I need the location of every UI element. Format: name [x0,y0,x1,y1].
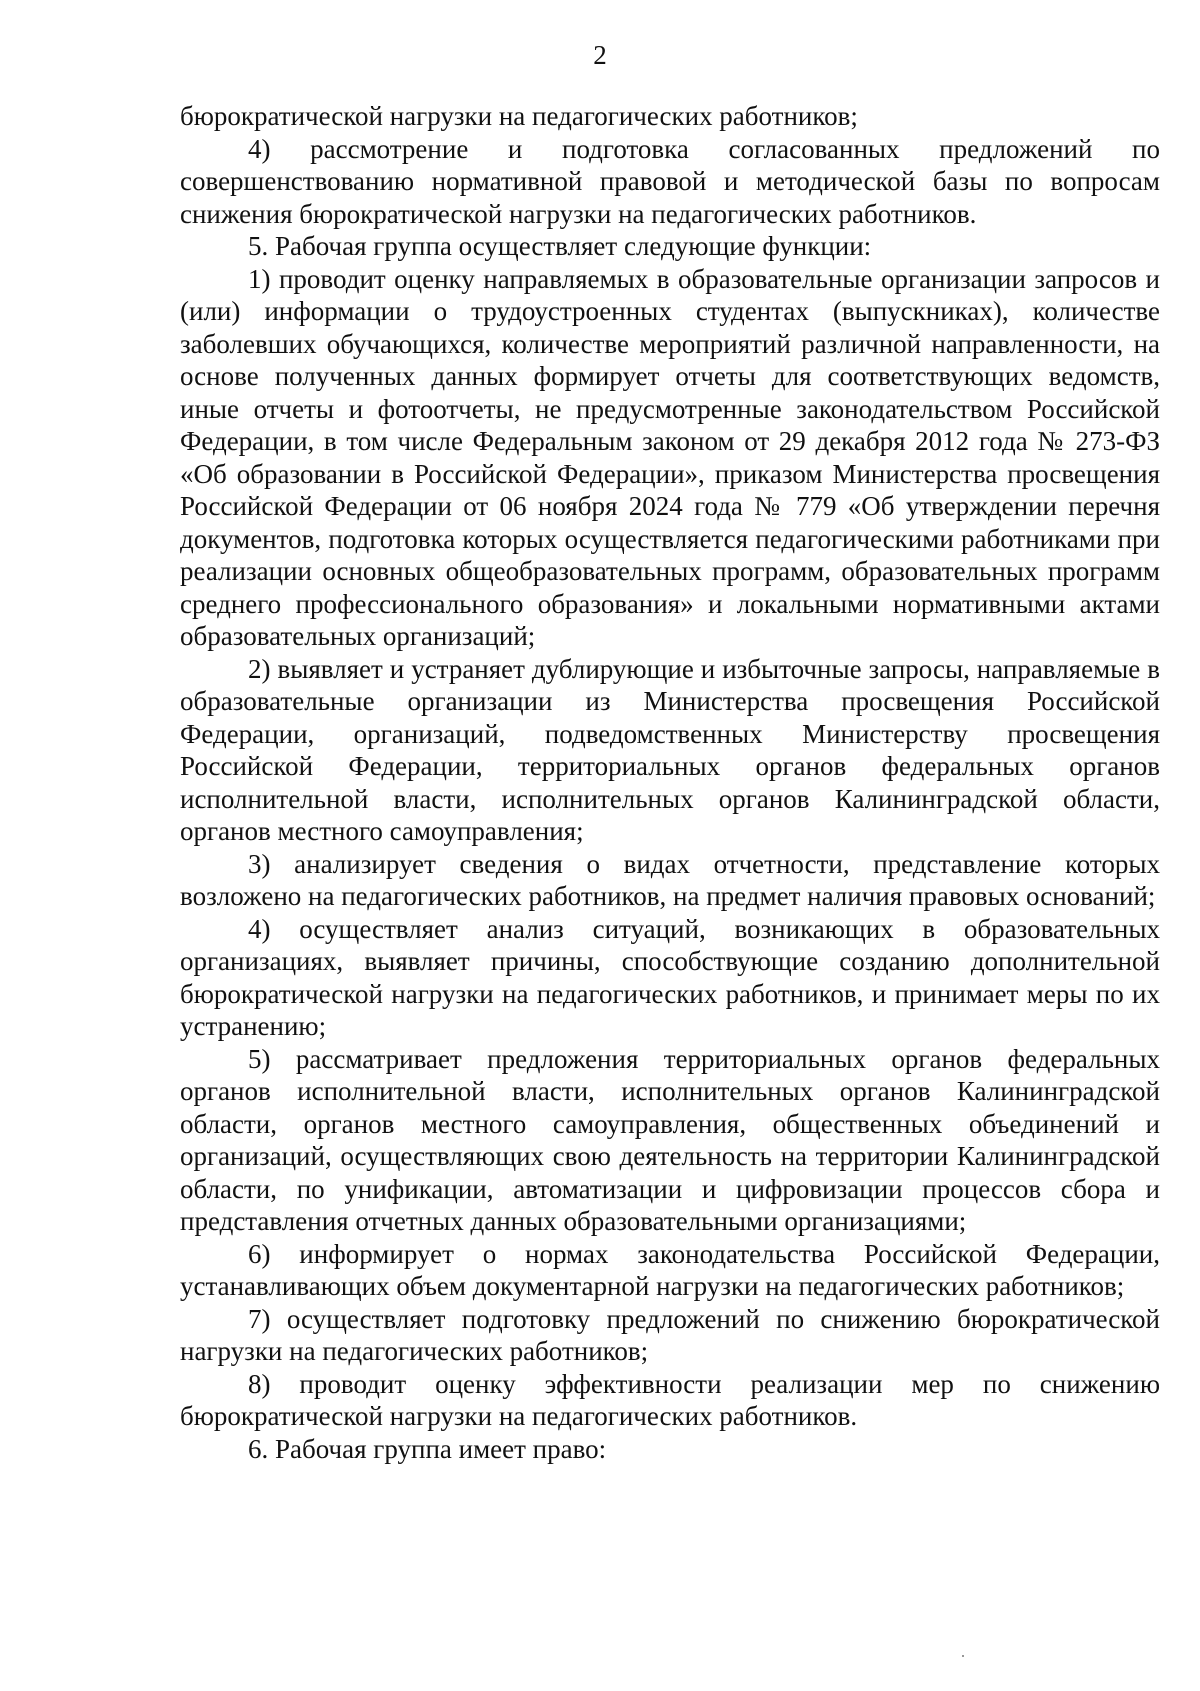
paragraph-function-3: 3) анализирует сведения о видах отчетности, представление которых возложено на педагогических работников, на предмет наличия правовых оснований; [180,848,1160,911]
paragraph-item-4-tasks: 4) рассмотрение и подготовка согласованных предложений по совершенствованию нормативной правовой и методической базы по вопросам снижения бюрократической нагрузки на педагогических работников. [180,133,1160,229]
paragraph-function-7: 7) осуществляет подготовку предложений по снижению бюрократической нагрузки на педагогических работников; [180,1303,1160,1366]
paragraph-section-6-heading: 6. Рабочая группа имеет право: [248,1433,607,1464]
page-number: 2 [593,40,607,70]
paragraph-section-5-heading: 5. Рабочая группа осуществляет следующие функции: [248,231,872,261]
paragraph-function-6: 6) информирует о нормах законодательства Российской Федерации, устанавливающих объем документарной нагрузки на педагогических работников; [180,1238,1160,1301]
scan-speck [962,1655,964,1657]
paragraph-function-5: 5) рассматривает предложения территориальных органов федеральных органов исполнительной власти, исполнительных органов Калининградской области, органов местного самоуправления, общественных объединений и организаций, осуществляющих свою деятельность на территории Калининградской области, по унификации, автоматизации и цифровизации процессов сбора и представления отчетных данных образовательными организациями; [180,1043,1160,1236]
document-body [180,100,1160,1465]
paragraph-function-4: 4) осуществляет анализ ситуаций, возникающих в образовательных организациях, выявляет причины, способствующие созданию дополнительной бюрократической нагрузки на педагогических работников, и принимает меры по их устранению; [180,913,1160,1041]
paragraph-function-1: 1) проводит оценку направляемых в образовательные организации запросов и (или) информации о трудоустроенных студентах (выпускниках), количестве заболевших обучающихся, количестве мероприятий различной направленности, на основе полученных данных формирует отчеты для соответствующих ведомств, иные отчеты и фотоотчеты, не предусмотренные законодательством Российской Федерации, в том числе Федеральным законом от 29 декабря 2012 года № 273-ФЗ «Об образовании в Российской Федерации», приказом Министерства просвещения Российской Федерации от 06 ноября 2024 года № 779 «Об утверждении перечня документов, подготовка которых осуществляется педагогическими работниками при реализации основных общеобразовательных программ, образовательных программ среднего профессионального образования» и локальными нормативными актами образовательных организаций; [180,263,1160,651]
paragraph-function-2: 2) выявляет и устраняет дублирующие и избыточные запросы, направляемые в образовательные организации из Министерства просвещения Российской Федерации, организаций, подведомственных Министерству просвещения Российской Федерации, территориальных органов федеральных органов исполнительной власти, исполнительных органов Калининградской области, органов местного самоуправления; [180,653,1160,846]
paragraph-continuation: бюрократической нагрузки на педагогических работников; [180,101,858,131]
paragraph-function-8: 8) проводит оценку эффективности реализации мер по снижению бюрократической нагрузки на педагогических работников. [180,1368,1160,1431]
